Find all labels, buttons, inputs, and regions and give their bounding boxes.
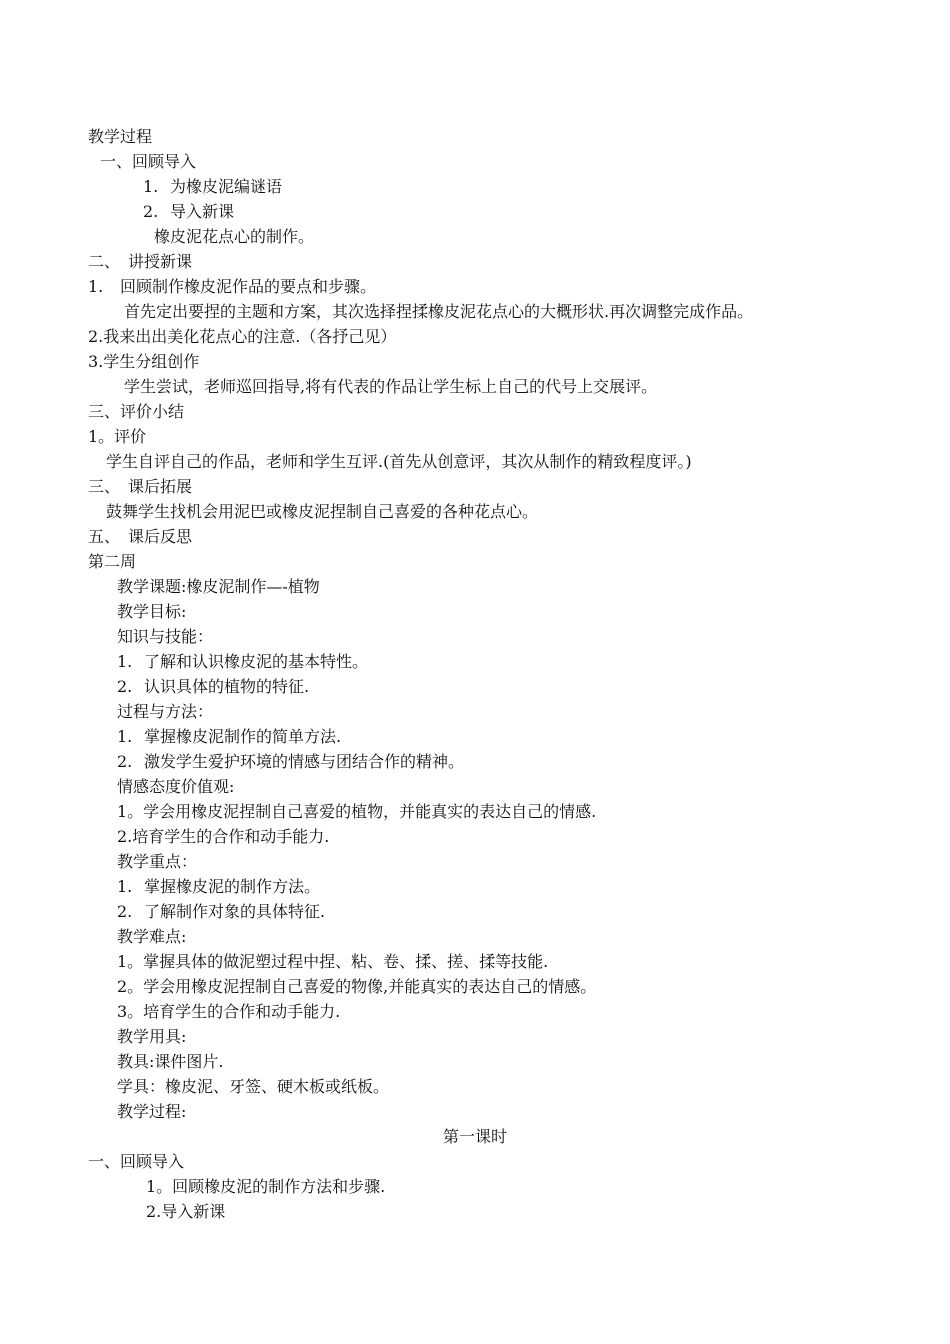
list-text: 掌握橡皮泥的制作方法。: [144, 877, 321, 896]
text-line: 1。掌握具体的做泥塑过程中捏、粘、卷、揉、搓、揉等技能.: [117, 952, 549, 971]
list-item: [143, 202, 234, 222]
text-line: 鼓舞学生找机会用泥巴或橡皮泥捏制自己喜爱的各种花点心。: [106, 502, 539, 521]
text-line: 学生自评自己的作品，老师和学生互评.(首先从创意评，其次从制作的精致程度评。): [106, 452, 692, 471]
text-line: 第二周: [88, 552, 137, 571]
list-item: [117, 652, 368, 672]
list-text: 导入新课: [170, 202, 235, 221]
list-number: 2.: [117, 902, 133, 921]
list-item: [117, 677, 309, 697]
list-number: 1.: [117, 877, 133, 896]
list-text: 激发学生爱护环境的情感与团结合作的精神。: [144, 752, 465, 771]
text-line: 橡皮泥花点心的制作。: [154, 227, 315, 246]
text-line: 3。培育学生的合作和动手能力.: [117, 1002, 341, 1021]
list-item: [117, 727, 341, 747]
text-line: 教学过程:: [117, 1102, 187, 1121]
list-number: 1.: [88, 277, 104, 296]
lesson-title: 第一课时: [442, 1127, 507, 1146]
text-line: 情感态度价值观:: [117, 777, 235, 796]
section-heading: 二、 讲授新课: [88, 252, 193, 271]
section-heading: 一、回顾导入: [88, 1152, 185, 1171]
text-line: 教学重点：: [117, 852, 198, 871]
list-text: 了解制作对象的具体特征.: [144, 902, 326, 921]
section-heading: 三、评价小结: [88, 402, 185, 421]
text-line: 1。回顾橡皮泥的制作方法和步骤.: [146, 1177, 386, 1196]
list-number: 2.: [143, 202, 159, 221]
text-line: 首先定出要捏的主题和方案，其次选择捏揉橡皮泥花点心的大概形状.再次调整完成作品。: [124, 302, 754, 321]
text-line: 知识与技能：: [117, 627, 214, 646]
list-item: [117, 902, 325, 922]
text-line: 1。学会用橡皮泥捏制自己喜爱的植物，并能真实的表达自己的情感.: [117, 802, 597, 821]
list-text: 回顾制作橡皮泥作品的要点和步骤。: [120, 277, 377, 296]
text-line: 学具：橡皮泥、牙签、硬木板或纸板。: [117, 1077, 390, 1096]
list-number: 2.: [117, 752, 133, 771]
list-text: 了解和认识橡皮泥的基本特性。: [144, 652, 369, 671]
text-line: 2.导入新课: [146, 1202, 226, 1221]
text-line: 学生尝试，老师巡回指导,将有代表的作品让学生标上自己的代号上交展评。: [124, 377, 658, 396]
text-line: 教学过程: [88, 127, 153, 146]
text-line: 1。评价: [88, 427, 147, 446]
list-number: 1.: [117, 652, 133, 671]
text-line: 过程与方法：: [117, 702, 214, 721]
list-text: 为橡皮泥编谜语: [170, 177, 283, 196]
list-item: [143, 177, 282, 197]
text-line: 2.培育学生的合作和动手能力.: [117, 827, 330, 846]
text-line: 教学用具:: [117, 1027, 187, 1046]
list-number: 1.: [143, 177, 159, 196]
list-item: [117, 877, 320, 897]
text-line: 教学目标:: [117, 602, 187, 621]
text-line: 教具:课件图片.: [117, 1052, 224, 1071]
text-line: 教学难点:: [117, 927, 187, 946]
text-line: 3.学生分组创作: [88, 352, 200, 371]
section-heading: 一、回顾导入: [100, 152, 197, 171]
list-item: [117, 752, 464, 772]
text-line: 教学课题:橡皮泥制作—-植物: [117, 577, 320, 596]
section-heading: 五、 课后反思: [88, 527, 193, 546]
section-heading: 三、 课后拓展: [88, 477, 193, 496]
text-line: 2。学会用橡皮泥捏制自己喜爱的物像,并能真实的表达自己的情感。: [117, 977, 597, 996]
list-text: 掌握橡皮泥制作的简单方法.: [144, 727, 342, 746]
list-number: 2.: [117, 677, 133, 696]
list-text: 认识具体的植物的特征.: [144, 677, 310, 696]
list-item: [88, 277, 376, 297]
list-number: 1.: [117, 727, 133, 746]
text-line: 2.我来出出美化花点心的注意.（各抒己见）: [88, 327, 397, 346]
